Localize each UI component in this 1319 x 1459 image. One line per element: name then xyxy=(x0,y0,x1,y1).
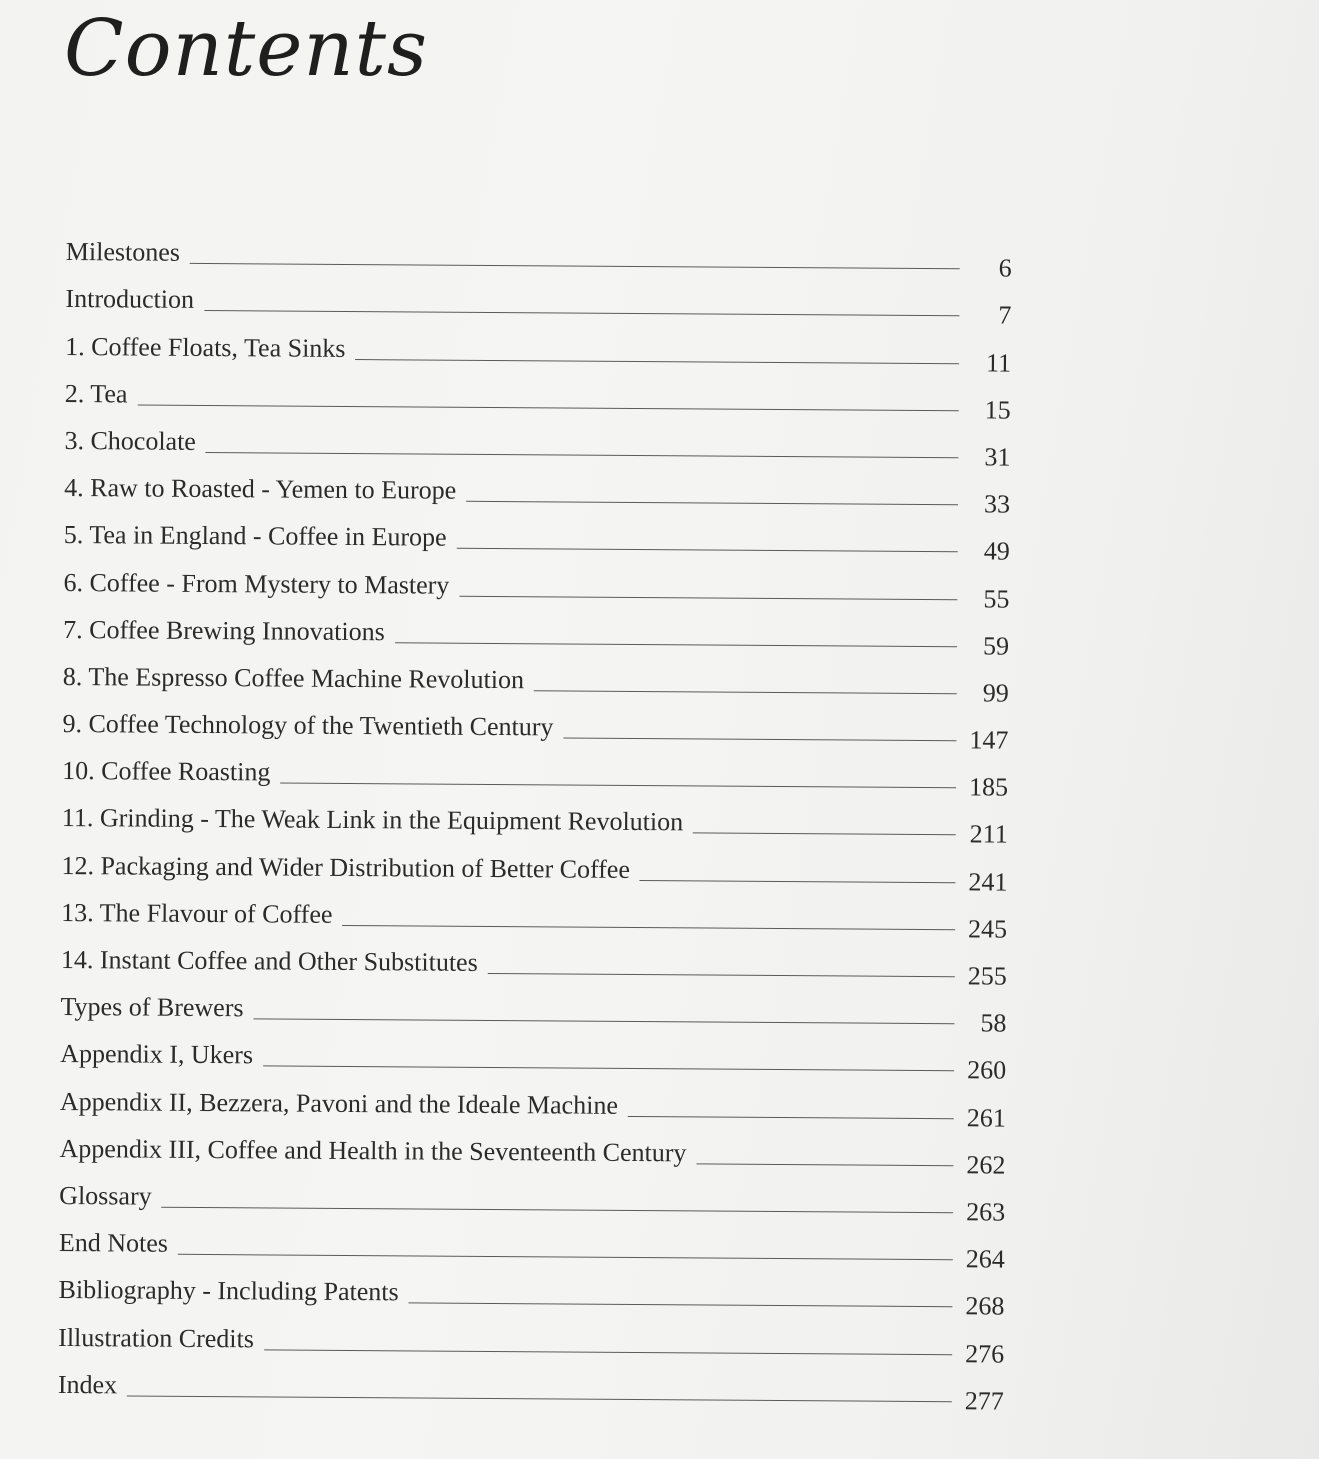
toc-leader-line xyxy=(488,973,955,977)
toc-entry-title: 3. Chocolate xyxy=(64,425,197,456)
toc-entry-page-number: 55 xyxy=(983,583,1010,614)
toc-leader-line xyxy=(355,359,959,364)
toc-entry xyxy=(62,745,1009,802)
toc-entry xyxy=(62,651,1009,708)
toc-entry-page-number: 255 xyxy=(967,961,1007,991)
toc-leader-line xyxy=(137,404,958,411)
toc-entry-page-number: 58 xyxy=(980,1008,1007,1038)
toc-entry xyxy=(58,1264,1005,1321)
toc-entry-title: Appendix III, Coffee and Health in the Seventeenth Century xyxy=(59,1133,687,1168)
toc-entry-title: Bibliography - Including Patents xyxy=(58,1275,399,1307)
toc-leader-line xyxy=(466,501,958,505)
toc-entry-page-number: 99 xyxy=(982,678,1009,708)
toc-entry-page-number: 260 xyxy=(967,1055,1007,1085)
toc-entry-page-number: 277 xyxy=(964,1385,1004,1416)
toc-entry-page-number: 15 xyxy=(984,395,1011,425)
toc-entry xyxy=(60,1028,1007,1085)
toc-entry-page-number: 7 xyxy=(998,300,1012,330)
toc-leader-line xyxy=(457,548,958,552)
toc-leader-line xyxy=(206,452,959,458)
toc-entry xyxy=(61,792,1008,850)
toc-entry-title: 7. Coffee Brewing Innovations xyxy=(63,614,385,646)
toc-leader-line xyxy=(563,738,956,742)
toc-entry-title: Appendix I, Ukers xyxy=(60,1039,254,1070)
toc-entry xyxy=(59,1170,1006,1227)
toc-entry-page-number: 262 xyxy=(966,1150,1006,1180)
toc-entry-title: Index xyxy=(57,1369,118,1400)
toc-leader-line xyxy=(253,1019,954,1025)
toc-entry-page-number: 261 xyxy=(966,1102,1006,1133)
toc-entry-title: 6. Coffee - From Mystery to Mastery xyxy=(63,567,450,600)
toc-leader-line xyxy=(640,880,956,883)
toc-entry-page-number: 263 xyxy=(966,1197,1006,1227)
toc-entry-title: 8. The Espresso Coffee Machine Revolution xyxy=(62,661,525,695)
toc-entry xyxy=(59,1075,1006,1133)
toc-leader-line xyxy=(264,1349,952,1355)
toc-entry-page-number: 147 xyxy=(969,725,1009,755)
toc-entry-title: 9. Coffee Technology of the Twentieth Century xyxy=(62,709,554,742)
toc-entry xyxy=(59,1123,1006,1180)
toc-entry xyxy=(58,1217,1005,1274)
toc-leader-line xyxy=(162,1207,954,1214)
toc-entry-page-number: 59 xyxy=(982,631,1010,661)
toc-entry-title: Illustration Credits xyxy=(58,1322,255,1353)
toc-entry-title: 10. Coffee Roasting xyxy=(62,756,271,787)
toc-entry-page-number: 276 xyxy=(965,1338,1005,1369)
toc-entry xyxy=(65,320,1012,378)
toc-entry-page-number: 245 xyxy=(968,914,1008,944)
toc-leader-line xyxy=(696,1163,953,1166)
toc-entry xyxy=(64,415,1011,472)
toc-entry xyxy=(65,226,1012,283)
toc-entry-page-number: 211 xyxy=(969,819,1008,850)
toc-entry-title: End Notes xyxy=(58,1228,169,1258)
toc-entry-title: Types of Brewers xyxy=(60,992,244,1023)
toc-entry-title: Introduction xyxy=(65,284,195,315)
toc-leader-line xyxy=(178,1254,953,1260)
toc-leader-line xyxy=(693,833,956,836)
toc-entry xyxy=(57,1358,1004,1416)
toc-leader-line xyxy=(127,1395,952,1402)
toc-leader-line xyxy=(263,1066,954,1072)
toc-entry-title: Appendix II, Bezzera, Pavoni and the Ideale Machine xyxy=(59,1086,619,1120)
toc-leader-line xyxy=(342,925,955,930)
toc-entry xyxy=(60,934,1007,991)
toc-entry xyxy=(63,603,1010,661)
toc-entry-title: Milestones xyxy=(65,237,181,267)
toc-entry xyxy=(60,981,1007,1038)
toc-entry xyxy=(65,273,1012,330)
toc-entry xyxy=(62,698,1009,755)
toc-entry-title: 2. Tea xyxy=(64,378,128,409)
toc-entry-page-number: 33 xyxy=(983,489,1011,519)
toc-entry-title: Glossary xyxy=(59,1180,152,1211)
toc-entry-title: 5. Tea in England - Coffee in Europe xyxy=(63,520,447,552)
toc-entry-title: 13. The Flavour of Coffee xyxy=(61,897,333,929)
toc-entry-page-number: 185 xyxy=(969,772,1009,802)
toc-leader-line xyxy=(190,263,960,269)
toc-entry xyxy=(63,556,1010,614)
toc-entry-title: 4. Raw to Roasted - Yemen to Europe xyxy=(64,473,457,505)
toc-entry xyxy=(64,462,1011,519)
toc-entry-title: 12. Packaging and Wider Distribution of Better Coffee xyxy=(61,850,631,884)
toc-leader-line xyxy=(459,595,957,599)
toc-leader-line xyxy=(280,783,956,789)
toc-entry xyxy=(64,368,1011,425)
toc-entry-title: 11. Grinding - The Weak Link in the Equipment Revolution xyxy=(61,803,684,837)
toc-entry xyxy=(58,1311,1005,1369)
toc-entry-page-number: 264 xyxy=(965,1244,1005,1274)
toc-entry-page-number: 11 xyxy=(985,347,1012,378)
page-title: Contents xyxy=(64,4,428,94)
toc-entry xyxy=(61,839,1008,897)
toc-entry-title: 1. Coffee Floats, Tea Sinks xyxy=(65,331,346,363)
toc-entry-page-number: 6 xyxy=(998,253,1012,283)
toc-leader-line xyxy=(409,1303,953,1308)
toc-entry xyxy=(63,509,1010,566)
toc-entry-title: 14. Instant Coffee and Other Substitutes xyxy=(60,944,478,977)
toc-entry-page-number: 31 xyxy=(984,442,1011,472)
toc-leader-line xyxy=(395,642,957,647)
table-of-contents xyxy=(57,226,1012,1416)
toc-entry xyxy=(61,887,1008,944)
toc-leader-line xyxy=(628,1116,954,1119)
toc-leader-line xyxy=(534,690,957,694)
toc-entry-page-number: 241 xyxy=(968,866,1008,897)
toc-entry-page-number: 49 xyxy=(983,536,1010,566)
toc-entry-page-number: 268 xyxy=(965,1291,1005,1321)
toc-leader-line xyxy=(204,310,959,316)
